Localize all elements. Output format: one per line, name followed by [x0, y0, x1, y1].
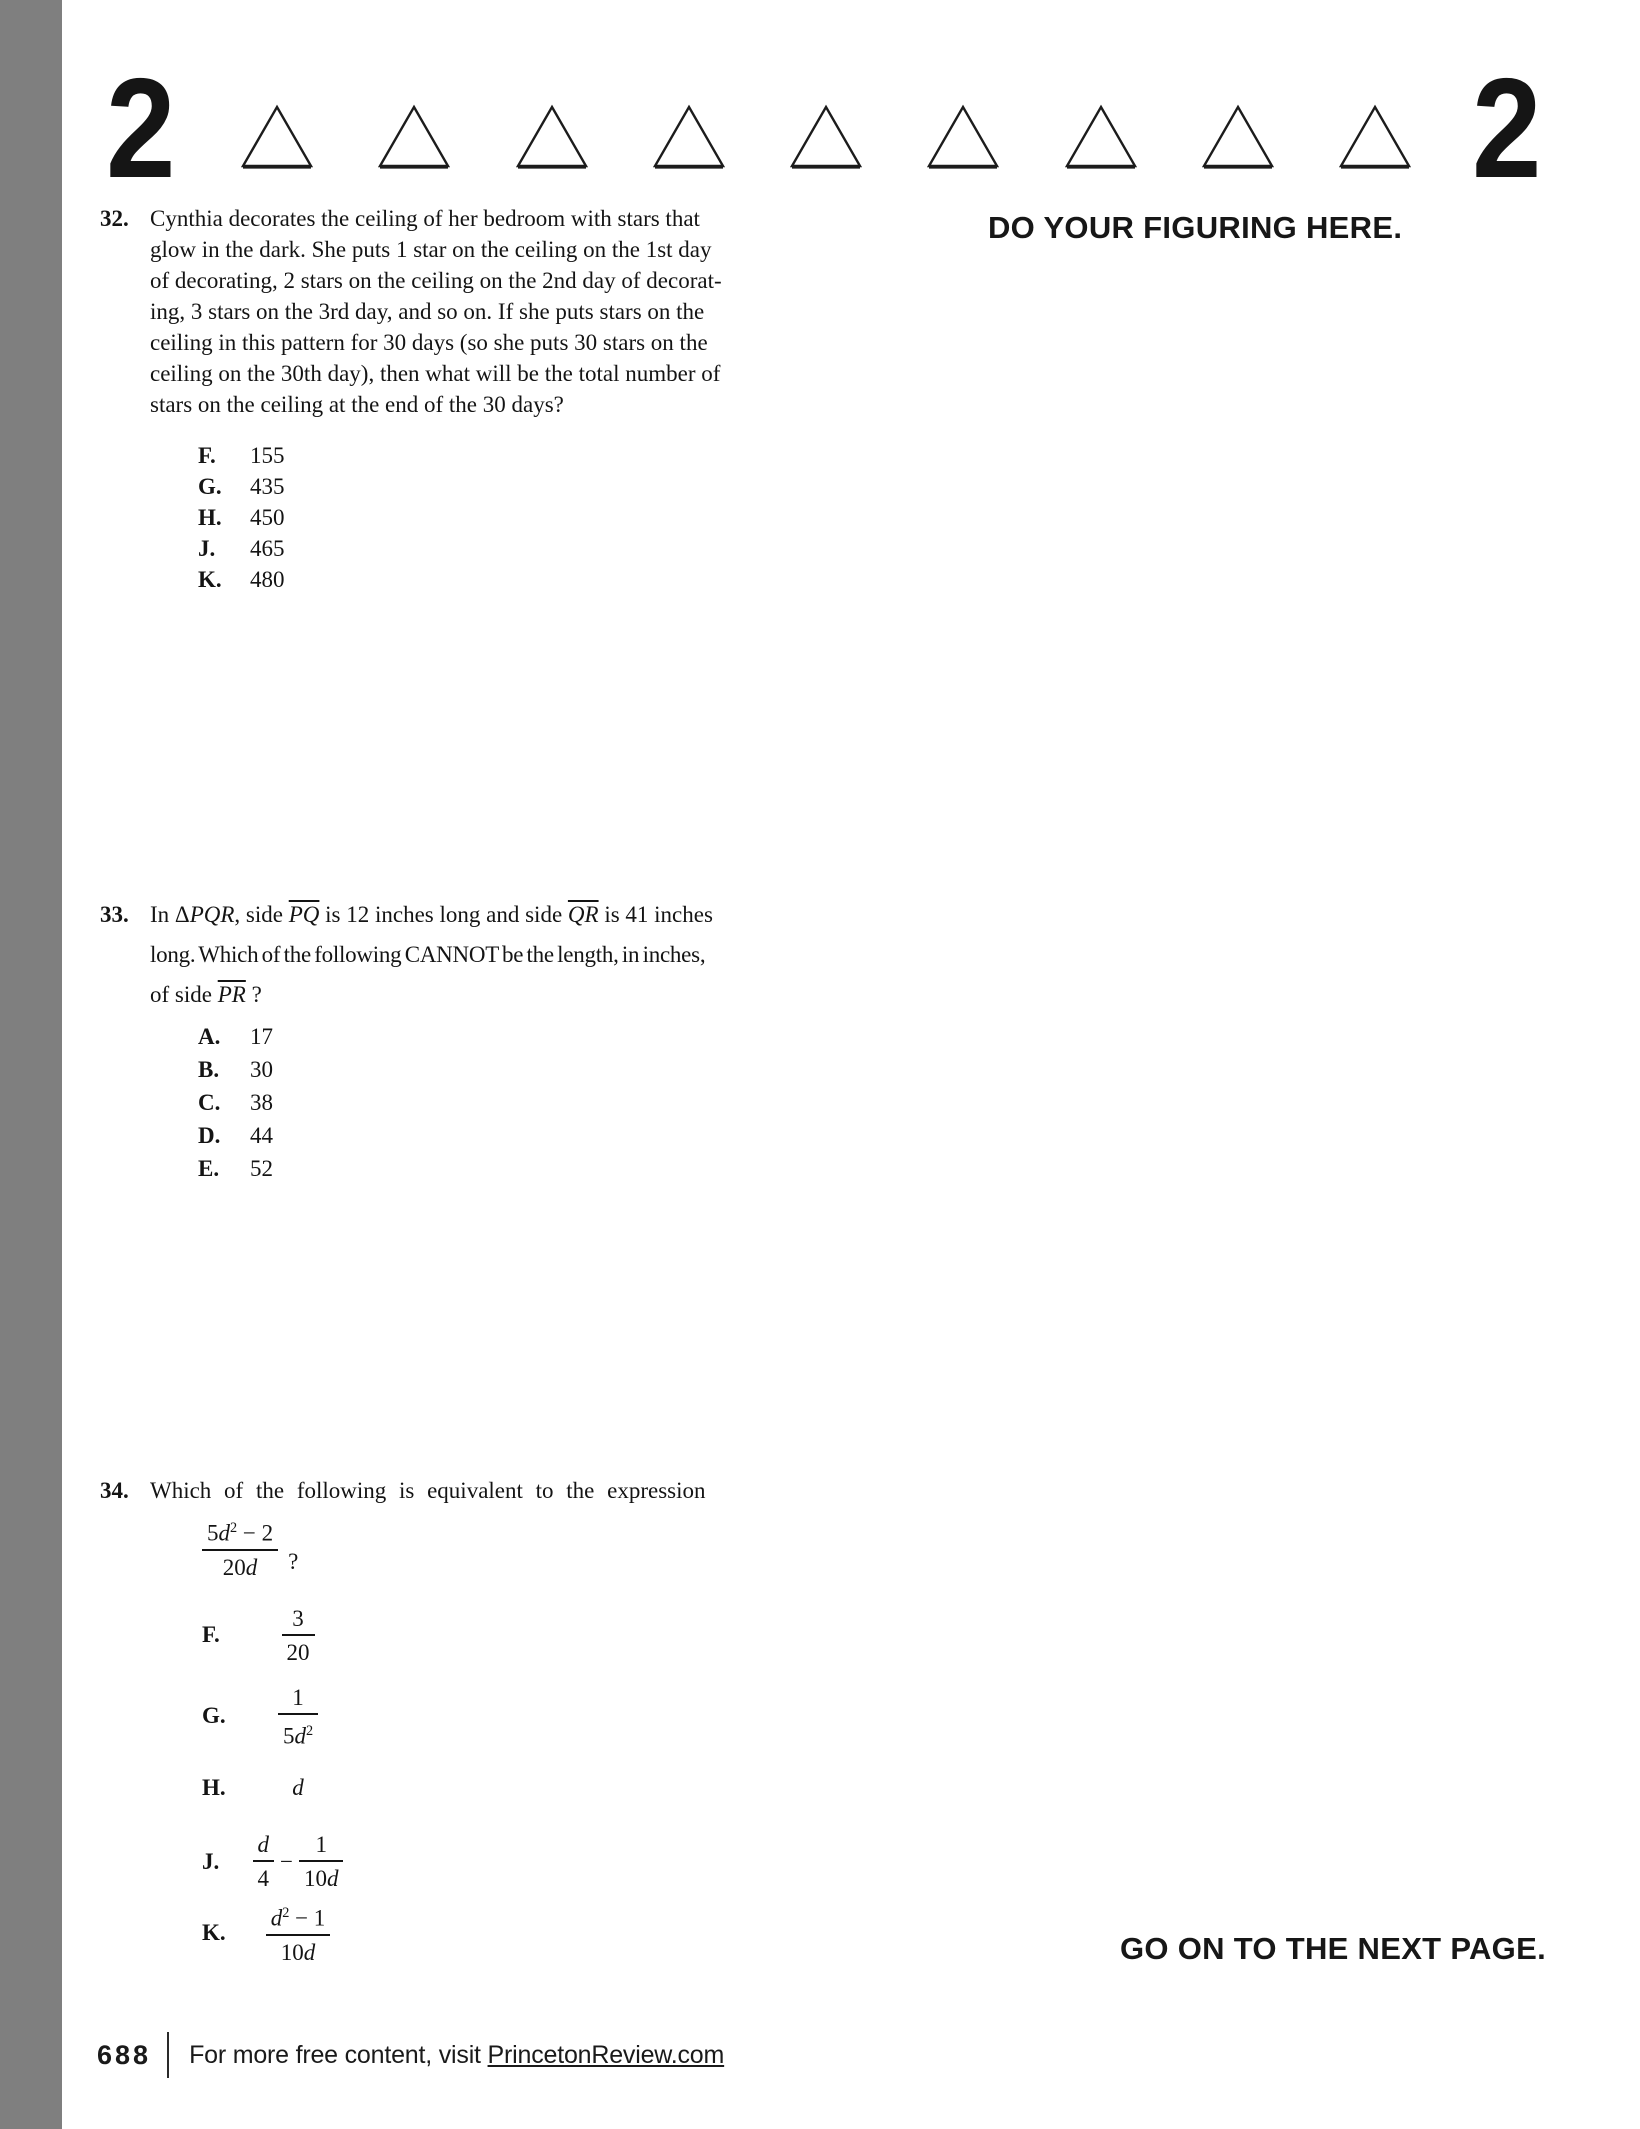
choice-letter: D.	[198, 1123, 221, 1148]
triangle-icon	[926, 104, 1000, 170]
section-number-right: 2	[1472, 49, 1540, 208]
triangle-icon	[789, 104, 863, 170]
triangle-icon	[1201, 104, 1275, 170]
question-line: ceiling in this pattern for 30 days (so she puts 30 stars on the	[150, 330, 708, 355]
answer-choice	[202, 1684, 706, 1750]
choice-letter: H.	[202, 1775, 226, 1801]
triangle-icon	[515, 104, 589, 170]
choice-value: 17	[250, 1024, 273, 1049]
answer-choice	[202, 1605, 706, 1666]
choice-letter: F.	[198, 443, 216, 468]
answer-choice	[198, 1053, 713, 1086]
answer-choice	[198, 471, 722, 502]
figuring-heading: DO YOUR FIGURING HERE.	[988, 210, 1403, 245]
footer-divider	[167, 2032, 169, 2078]
question-line: stars on the ceiling at the end of the 30 days?	[150, 392, 564, 417]
fraction: $\frac{d}{4}$	[253, 1831, 275, 1892]
question-text	[150, 1476, 706, 1506]
choice-value: 450	[250, 505, 285, 530]
question-line: ceiling on the 30th day), then what will be the total number of	[150, 361, 721, 386]
answer-choice	[198, 564, 722, 595]
answer-choice	[198, 1020, 713, 1053]
question-32	[100, 203, 722, 595]
triangle-icon	[652, 104, 726, 170]
triangle-icon	[1064, 104, 1138, 170]
question-line: Cynthia decorates the ceiling of her bedroom with stars that	[150, 206, 700, 231]
answer-choice	[198, 1152, 713, 1185]
question-34	[100, 1476, 706, 1966]
question-line: long. Which of the following CANNOT be the length, in inches,	[150, 942, 706, 967]
fraction: $\frac{5d^2 - 2}{20d}$	[202, 1515, 278, 1581]
choice-letter: G.	[198, 474, 222, 499]
choice-letter: H.	[198, 505, 222, 530]
question-line: In ΔPQR, side $\overline{PQ}$ is 12 inches long and side $\overline{QR}$ is 41 inches	[150, 902, 713, 927]
triangle-icon	[377, 104, 451, 170]
choice-value: 465	[250, 536, 285, 561]
page-edge-strip	[0, 0, 62, 2129]
choice-value: 38	[250, 1090, 273, 1115]
choice-value: 435	[250, 474, 285, 499]
question-line: of side $\overline{PR}$ ?	[150, 982, 262, 1007]
answer-choices	[198, 1020, 713, 1185]
fraction: $\frac{d^2 - 1}{10d}$	[266, 1900, 331, 1966]
question-number: 34.	[100, 1478, 129, 1503]
answer-choice	[198, 440, 722, 471]
page-footer	[97, 2030, 724, 2080]
question-body	[150, 1476, 706, 1966]
choice-value: 30	[250, 1057, 273, 1082]
question-33	[100, 895, 713, 1185]
question-line: ing, 3 stars on the 3rd day, and so on. If she puts stars on the	[150, 299, 705, 324]
choice-value	[250, 1605, 346, 1666]
choice-letter: J.	[198, 536, 216, 561]
choice-letter: C.	[198, 1090, 221, 1115]
triangle-icon	[1338, 104, 1412, 170]
choice-letter: F.	[202, 1622, 220, 1648]
answer-choice	[198, 533, 722, 564]
choice-value: 52	[250, 1156, 273, 1181]
question-body	[150, 895, 713, 1185]
question-text	[150, 203, 722, 420]
answer-choice	[198, 1086, 713, 1119]
choice-value	[250, 1684, 346, 1750]
choice-value: $\frac{d}{4}$ − $\frac{1}{10d}$	[250, 1831, 346, 1892]
choice-value	[250, 1900, 346, 1966]
expression: $\frac{5d^2 - 2}{20d}$ ?	[202, 1515, 706, 1581]
triangle-icon	[240, 104, 314, 170]
choice-letter: J.	[202, 1848, 220, 1874]
choice-letter: A.	[198, 1024, 221, 1049]
fraction: $\frac{3}{20}$	[282, 1605, 315, 1666]
page-number: 688	[97, 2039, 152, 2070]
choice-letter: K.	[202, 1920, 226, 1946]
choice-value: 480	[250, 567, 285, 592]
go-on-heading: GO ON TO THE NEXT PAGE.	[1119, 1931, 1546, 1966]
section-number-left: 2	[106, 49, 174, 208]
choice-value: d	[292, 1775, 304, 1801]
answer-choice	[198, 1119, 713, 1152]
choice-letter: E.	[198, 1156, 220, 1181]
choice-value: 44	[250, 1123, 273, 1148]
answer-choice	[198, 502, 722, 533]
footer-text: For more free content, visit PrincetonReview.com	[189, 2040, 725, 2069]
question-line: of decorating, 2 stars on the ceiling on the 2nd day of decorat-	[150, 268, 722, 293]
answer-choices	[198, 440, 722, 595]
footer-link[interactable]: PrincetonReview.com	[487, 2040, 725, 2069]
question-number: 32.	[100, 206, 129, 231]
answer-choice	[202, 1775, 706, 1801]
answer-choice	[202, 1900, 706, 1966]
question-text	[150, 895, 713, 1015]
triangle-row	[240, 102, 1412, 170]
choice-letter: B.	[198, 1057, 220, 1082]
question-line: Which of the following is equivalent to the expression	[150, 1478, 706, 1503]
fraction: $\frac{1}{5d^2}$	[278, 1684, 318, 1750]
answer-choices	[202, 1605, 706, 1966]
fraction: $\frac{1}{10d}$	[299, 1831, 344, 1892]
answer-choice	[202, 1831, 706, 1892]
question-body	[150, 203, 722, 595]
choice-value: 155	[250, 443, 285, 468]
question-number: 33.	[100, 902, 129, 927]
question-line: glow in the dark. She puts 1 star on the ceiling on the 1st day	[150, 237, 712, 262]
choice-letter: G.	[202, 1703, 226, 1729]
choice-letter: K.	[198, 567, 222, 592]
